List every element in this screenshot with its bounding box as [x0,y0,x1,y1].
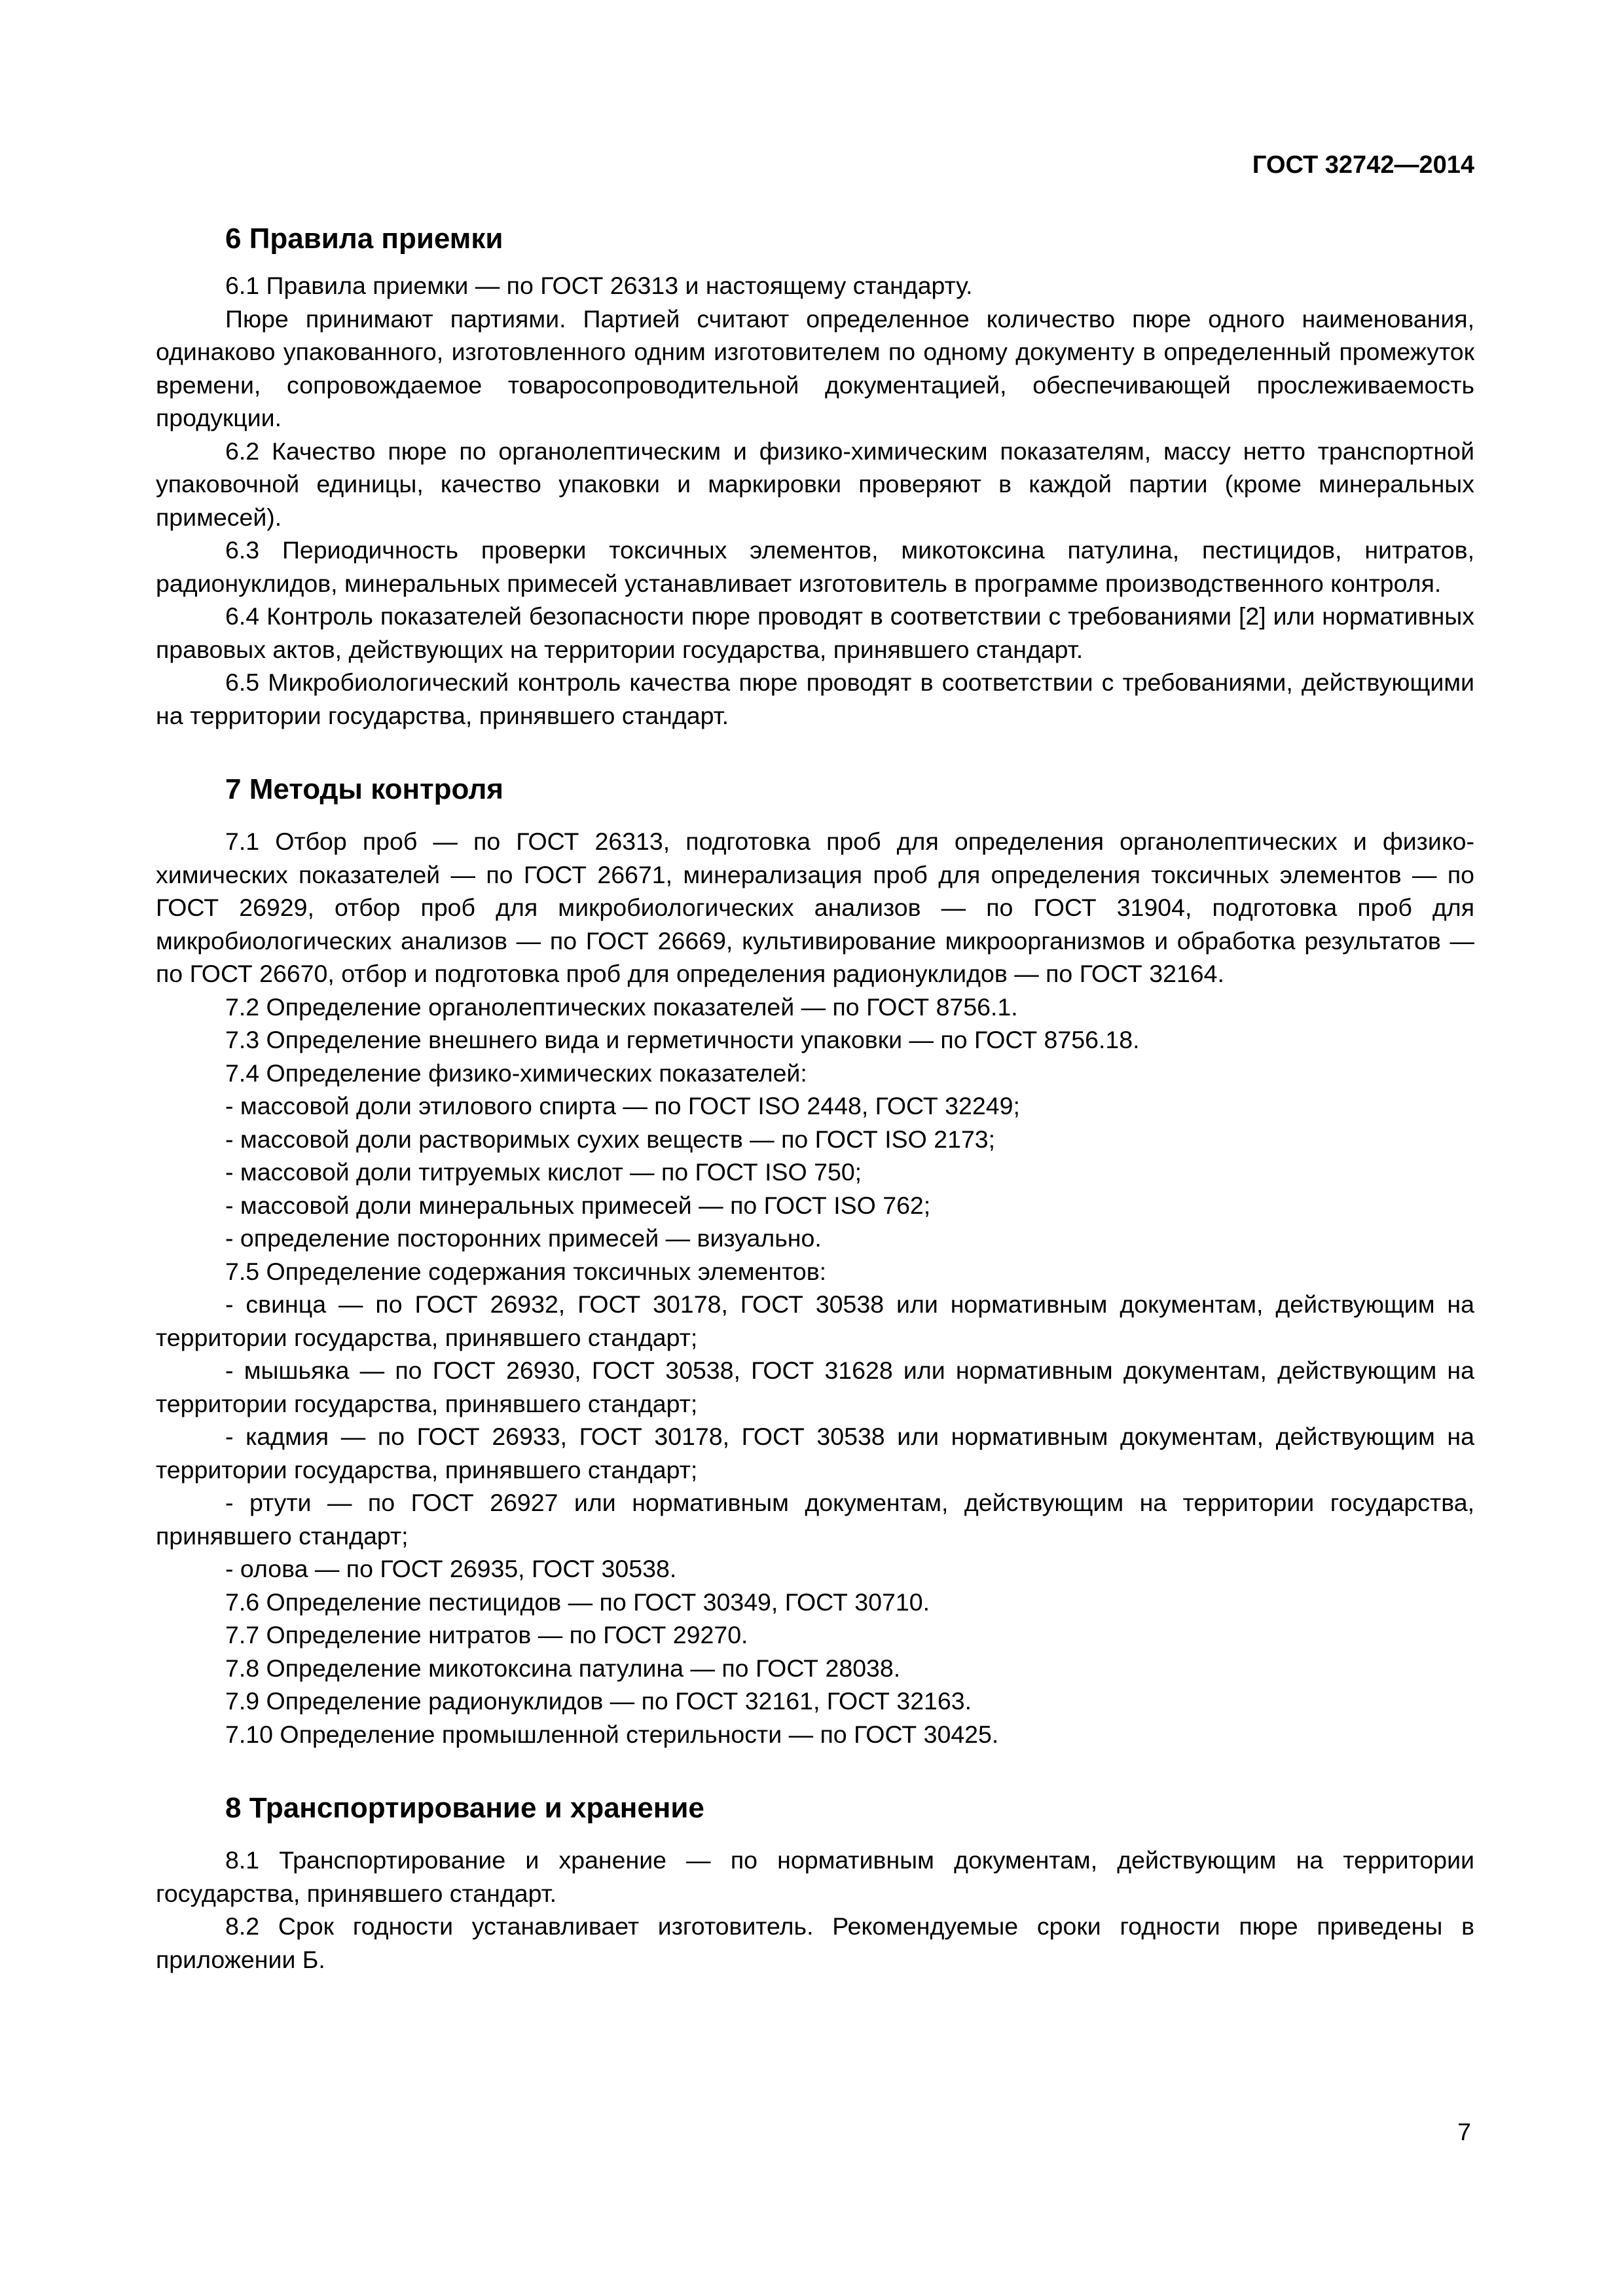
item-7-8: 7.8 Определение микотоксина патулина — по ГОСТ 28038. [225,1654,901,1682]
list-item-7-4-solids: - массовой доли растворимых сухих веществ — по ГОСТ ISO 2173; [225,1125,996,1153]
item-7-6: 7.6 Определение пестицидов — по ГОСТ 30349, ГОСТ 30710. [225,1588,930,1616]
item-7-4: 7.4 Определение физико-химических показателей: [225,1059,807,1087]
section-8-title: 8 Транспортирование и хранение [225,1792,704,1824]
page-content [156,219,1474,1976]
item-7-9: 7.9 Определение радионуклидов — по ГОСТ 32161, ГОСТ 32163. [225,1687,972,1715]
paragraph-6-3: 6.3 Периодичность проверки токсичных элементов, микотоксина патулина, пестицидов, нитратов, радионуклидов, минеральных примесей устанавливает изготовитель в программе производственного контроля. [156,536,1474,597]
page-number: 7 [1457,2118,1471,2145]
list-item-7-4-impurities: - определение посторонних примесей — визуально. [225,1224,822,1252]
paragraph-8-1: 8.1 Транспортирование и хранение — по нормативным документам, действующим на территории государства, принявшего стандарт. [156,1846,1474,1907]
section-6-title: 6 Правила приемки [225,223,503,255]
item-7-7: 7.7 Определение нитратов — по ГОСТ 29270. [225,1621,748,1649]
list-item-7-5-mercury: - ртути — по ГОСТ 26927 или нормативным документам, действующим на территории государства, принявшего стандарт; [156,1489,1474,1550]
list-item-7-4-ethanol: - массовой доли этилового спирта — по ГОСТ ISO 2448, ГОСТ 32249; [225,1092,1020,1120]
list-item-7-5-cadmium: - кадмия — по ГОСТ 26933, ГОСТ 30178, ГОСТ 30538 или нормативным документам, действующим на территории государства, принявшего стандарт; [156,1423,1474,1484]
list-item-7-5-arsenic: - мышьяка — по ГОСТ 26930, ГОСТ 30538, ГОСТ 31628 или нормативным документам, действующим на территории государства, принявшего стандарт; [156,1357,1474,1417]
paragraph-6-1: 6.1 Правила приемки — по ГОСТ 26313 и настоящему стандарту. [225,272,973,299]
section-7-title: 7 Методы контроля [225,773,503,805]
list-item-7-4-minerals: - массовой доли минеральных примесей — по ГОСТ ISO 762; [225,1191,931,1219]
paragraph-6-4: 6.4 Контроль показателей безопасности пюре проводят в соответствии с требованиями [2] или нормативных правовых актов, действующих на территории государства, принявшего стандарт. [156,602,1474,663]
item-7-2: 7.2 Определение органолептических показателей — по ГОСТ 8756.1. [225,993,1018,1021]
list-item-7-5-lead: - свинца — по ГОСТ 26932, ГОСТ 30178, ГОСТ 30538 или нормативным документам, действующим на территории государства, принявшего стандарт; [156,1290,1474,1351]
paragraph-6-2: 6.2 Качество пюре по органолептическим и физико-химическим показателям, массу нетто транспортной упаковочной единицы, качество упаковки и маркировки проверяют в каждой партии (кроме минеральных примесей). [156,437,1474,531]
item-7-3: 7.3 Определение внешнего вида и герметичности упаковки — по ГОСТ 8756.18. [225,1026,1140,1053]
item-7-5: 7.5 Определение содержания токсичных элементов: [225,1257,827,1285]
paragraph-6-1-lot: Пюре принимают партиями. Партией считают определенное количество пюре одного наименования, одинаково упакованного, изготовленного одним изготовителем по одному документу в определенный промежуток времени, сопровождаемое товаросопроводительной документацией, обеспечивающей прослеживаемость продукции. [156,304,1474,431]
list-item-7-4-acids: - массовой доли титруемых кислот — по ГОСТ ISO 750; [225,1158,862,1186]
paragraph-6-5: 6.5 Микробиологический контроль качества пюре проводят в соответствии с требованиями, действующими на территории государства, принявшего стандарт. [156,668,1474,729]
paragraph-8-2: 8.2 Срок годности устанавливает изготовитель. Рекомендуемые сроки годности пюре приведены в приложении Б. [156,1912,1474,1973]
item-7-10: 7.10 Определение промышленной стерильности — по ГОСТ 30425. [225,1720,999,1748]
document-code-header: ГОСТ 32742—2014 [1252,151,1474,179]
paragraph-7-1: 7.1 Отбор проб — по ГОСТ 26313, подготовка проб для определения органолептических и физико-химических показателей — по ГОСТ 26671, минерализация проб для определения токсичных элементов — по ГОСТ 26929, отбор проб для микробиологических анализов — по ГОСТ 31904, подготовка проб для микробиологических анализов — по ГОСТ 26669, культивирование микроорганизмов и обработка результатов — по ГОСТ 26670, отбор и подготовка проб для определения радионуклидов — по ГОСТ 32164. [156,828,1474,987]
list-item-7-5-tin: - олова — по ГОСТ 26935, ГОСТ 30538. [225,1555,677,1582]
